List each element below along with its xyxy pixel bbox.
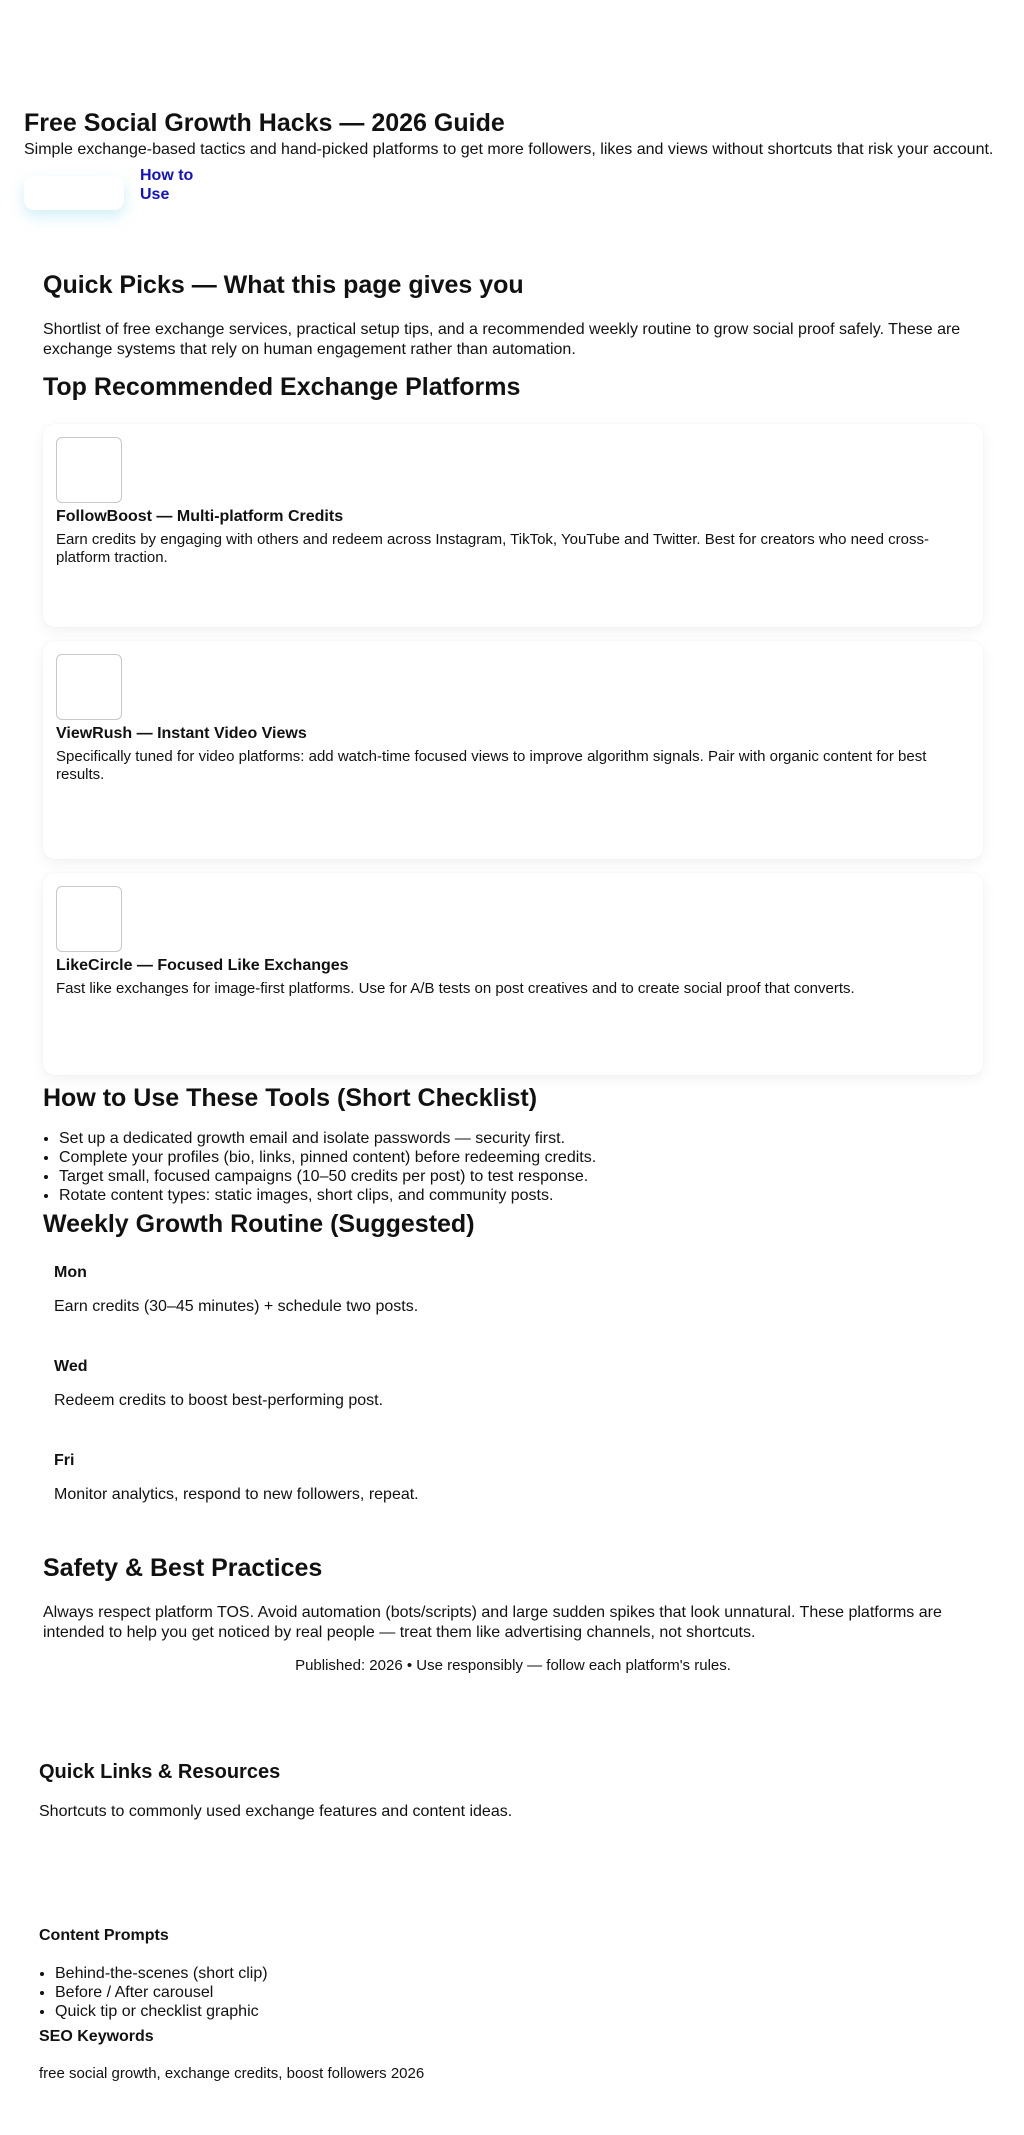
- schedule-item-mon: [54, 1259, 983, 1353]
- checklist-heading: How to Use These Tools (Short Checklist): [43, 1084, 538, 1112]
- schedule-task: Earn credits (30–45 minutes) + schedule two posts.: [54, 1298, 419, 1315]
- schedule-day: Mon: [54, 1264, 87, 1281]
- weekly-schedule: [43, 1259, 983, 1541]
- safety-heading: Safety & Best Practices: [43, 1554, 323, 1582]
- weekly-routine-heading: Weekly Growth Routine (Suggested): [43, 1210, 475, 1238]
- platform-logo-icon: [56, 654, 122, 720]
- platform-logo-icon: [56, 886, 122, 952]
- platform-card-viewrush[interactable]: [43, 641, 983, 859]
- platform-card-title: ViewRush — Instant Video Views: [56, 725, 307, 742]
- how-to-use-link[interactable]: How to Use: [140, 167, 194, 203]
- checklist-item: • Complete your profiles (bio, links, pinned content) before redeeming credits.: [59, 1148, 983, 1167]
- schedule-task: Monitor analytics, respond to new followers, repeat.: [54, 1486, 419, 1503]
- checklist: [0, 1129, 983, 1205]
- platform-card-description: Fast like exchanges for image-first platforms. Use for A/B tests on post creatives and to create social proof that converts.: [56, 980, 855, 997]
- hero-actions: [24, 166, 1024, 210]
- content-prompts-heading: Content Prompts: [39, 1927, 169, 1944]
- content-prompts-list: [0, 1964, 999, 2021]
- content-prompt-item: • Quick tip or checklist graphic: [55, 2002, 999, 2021]
- checklist-item: • Rotate content types: static images, short clips, and community posts.: [59, 1186, 983, 1205]
- schedule-day: Wed: [54, 1358, 88, 1375]
- platform-card-followboost[interactable]: [43, 424, 983, 627]
- resources-sidebar: [39, 1760, 999, 2083]
- checklist-item: • Set up a dedicated growth email and isolate passwords — security first.: [59, 1129, 983, 1148]
- platform-card-title: FollowBoost — Multi-platform Credits: [56, 508, 344, 525]
- published-note: Published: 2026 • Use responsibly — follow each platform's rules.: [295, 1657, 731, 1674]
- platforms-heading: Top Recommended Exchange Platforms: [43, 373, 521, 401]
- platform-card-description: Earn credits by engaging with others and redeem across Instagram, TikTok, YouTube and Twitter. Best for creators who need cross-platform traction.: [56, 531, 929, 566]
- safety-text: Always respect platform TOS. Avoid automation (bots/scripts) and large sudden spikes that look unnatural. These platforms are intended to help you get noticed by real people — treat them like advertising channels, not shortcuts.: [43, 1604, 942, 1641]
- seo-keywords-text: free social growth, exchange credits, boost followers 2026: [39, 2065, 425, 2082]
- platform-logo-icon: [56, 437, 122, 503]
- weekly-routine-section: [43, 1209, 983, 1541]
- safety-section: [43, 1553, 983, 1675]
- resources-heading: Quick Links & Resources: [39, 1761, 281, 1783]
- platform-card-likecircle[interactable]: [43, 873, 983, 1075]
- platform-card-list: [43, 424, 983, 1075]
- quick-links-area: [39, 1822, 999, 1926]
- hero-header: [24, 108, 1024, 210]
- content-prompt-item: • Behind-the-scenes (short clip): [55, 1964, 999, 1983]
- cta-button[interactable]: [24, 176, 124, 210]
- schedule-item-wed: [54, 1353, 983, 1447]
- resources-text: Shortcuts to commonly used exchange features and content ideas.: [39, 1803, 513, 1820]
- main-content: [43, 270, 983, 1675]
- checklist-item: • Target small, focused campaigns (10–50 credits per post) to test response.: [59, 1167, 983, 1186]
- platforms-section: [43, 372, 983, 1075]
- schedule-task: Redeem credits to boost best-performing post.: [54, 1392, 384, 1409]
- platform-card-description: Specifically tuned for video platforms: add watch-time focused views to improve algorithm signals. Pair with organic content for best results.: [56, 748, 927, 783]
- platform-card-title: LikeCircle — Focused Like Exchanges: [56, 957, 349, 974]
- page-subtitle: Simple exchange-based tactics and hand-picked platforms to get more followers, likes and views without shortcuts that risk your account.: [24, 141, 994, 158]
- schedule-day: Fri: [54, 1452, 75, 1469]
- checklist-section: [43, 1083, 983, 1205]
- seo-keywords-heading: SEO Keywords: [39, 2028, 154, 2045]
- content-prompt-item: • Before / After carousel: [55, 1983, 999, 2002]
- schedule-item-fri: [54, 1447, 983, 1541]
- quick-picks-text: Shortlist of free exchange services, practical setup tips, and a recommended weekly routine to grow social proof safely. These are exchange systems that rely on human engagement rather than automation.: [43, 321, 961, 358]
- page-title: Free Social Growth Hacks — 2026 Guide: [24, 109, 505, 137]
- quick-picks-heading: Quick Picks — What this page gives you: [43, 271, 524, 299]
- quick-picks-section: [43, 270, 983, 360]
